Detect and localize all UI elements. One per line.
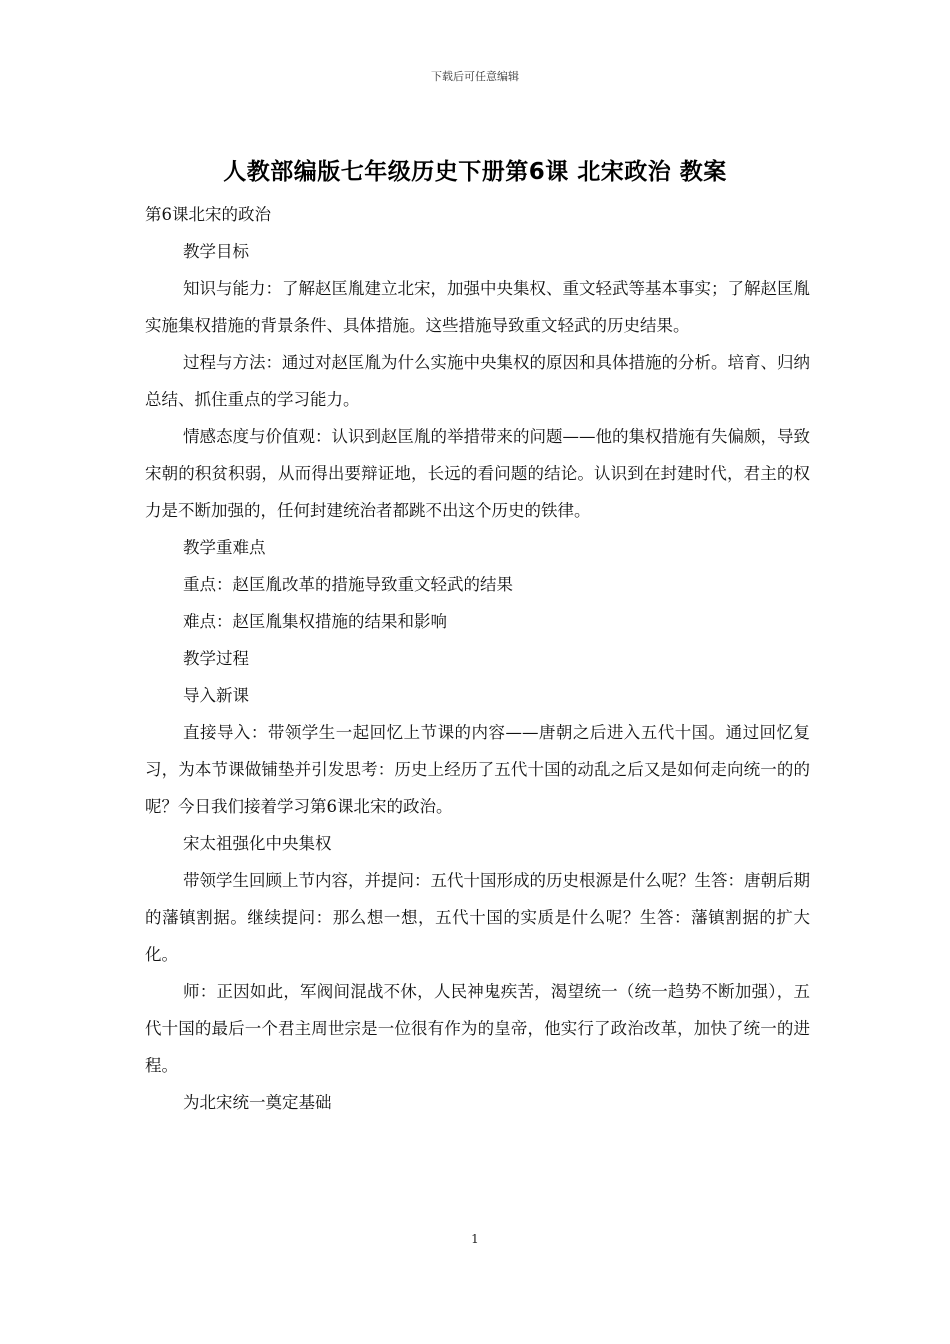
page-number: 1: [471, 1232, 479, 1246]
lesson-heading: 第6课北宋的政治: [145, 205, 271, 224]
paragraph-process-method: 过程与方法：通过对赵匡胤为什么实施中央集权的原因和具体措施的分析。培育、归纳总结、抓住重点的学习能力。: [145, 353, 810, 409]
section-heading-process: 教学过程: [183, 649, 249, 668]
document-body: [145, 196, 810, 1121]
paragraph-emotion-values: 情感态度与价值观：认识到赵匡胤的举措带来的问题——他的集权措施有失偏颇，导致宋朝的积贫积弱，从而得出要辩证地，长远的看问题的结论。认识到在封建时代，君主的权力是不断加强的，任何封建统治者都跳不出这个历史的铁律。: [145, 427, 810, 520]
section-heading-centralization: 宋太祖强化中央集权: [183, 834, 332, 853]
section-heading-objectives: 教学目标: [183, 242, 249, 261]
header-note: 下载后可任意编辑: [431, 70, 519, 83]
document-title: 人教部编版七年级历史下册第6课 北宋政治 教案: [223, 159, 727, 185]
paragraph-direct-introduction: 直接导入：带领学生一起回忆上节课的内容——唐朝之后进入五代十国。通过回忆复习，为本节课做铺垫并引发思考：历史上经历了五代十国的动乱之后又是如何走向统一的的呢？今日我们接着学习第6课北宋的政治。: [145, 723, 810, 816]
section-heading-key-difficult: 教学重难点: [183, 538, 266, 557]
paragraph-difficult-point: 难点：赵匡胤集权措施的结果和影响: [183, 612, 447, 631]
paragraph-teacher-remark: 师：正因如此，军阀间混战不休，人民神鬼疾苦，渴望统一（统一趋势不断加强），五代十国的最后一个君主周世宗是一位很有作为的皇帝，他实行了政治改革，加快了统一的进程。: [145, 982, 810, 1075]
paragraph-knowledge-ability: 知识与能力：了解赵匡胤建立北宋，加强中央集权、重文轻武等基本事实；了解赵匡胤实施集权措施的背景条件、具体措施。这些措施导致重文轻武的历史结果。: [145, 279, 810, 335]
paragraph-review-question: 带领学生回顾上节内容，并提问：五代十国形成的历史根源是什么呢？生答：唐朝后期的藩镇割据。继续提问：那么想一想，五代十国的实质是什么呢？生答：藩镇割据的扩大化。: [145, 871, 810, 964]
paragraph-key-point: 重点：赵匡胤改革的措施导致重文轻武的结果: [183, 575, 513, 594]
section-heading-foundation: 为北宋统一奠定基础: [183, 1093, 332, 1112]
section-heading-introduction: 导入新课: [183, 686, 249, 705]
